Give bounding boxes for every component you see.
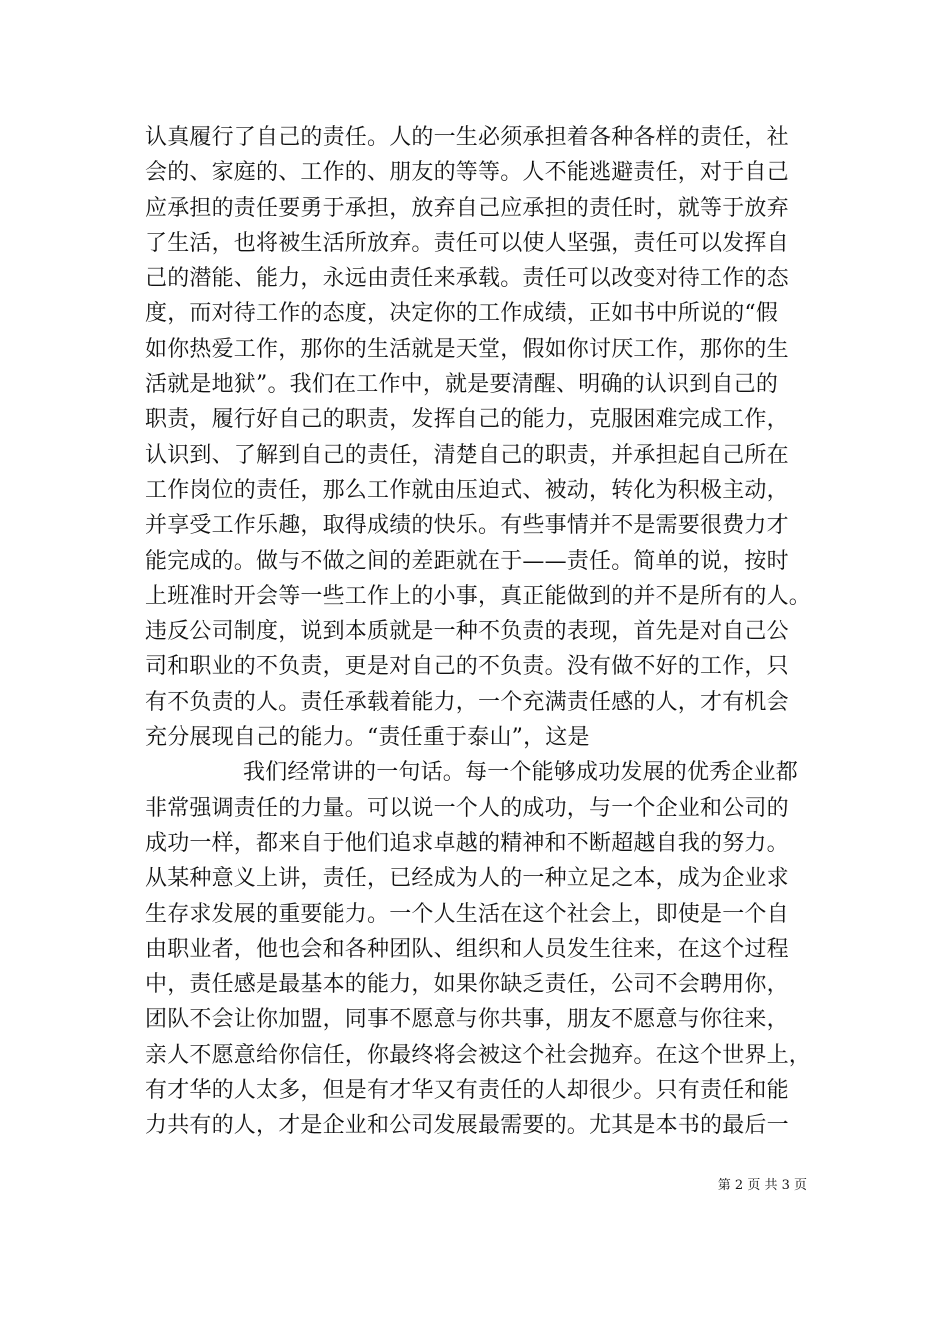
text-line: 会的、家庭的、工作的、朋友的等等。人不能逃避责任，对于自己 xyxy=(145,160,789,186)
text-line: 团队不会让你加盟，同事不愿意与你共事，朋友不愿意与你往来， xyxy=(145,1007,789,1033)
text-line: 由职业者，他也会和各种团队、组织和人员发生往来，在这个过程 xyxy=(145,936,789,962)
text-line: 应承担的责任要勇于承担，放弃自己应承担的责任时，就等于放弃 xyxy=(145,195,789,221)
text-line: 司和职业的不负责，更是对自己的不负责。没有做不好的工作，只 xyxy=(145,654,789,680)
text-line: 亲人不愿意给你信任，你最终将会被这个社会抛弃。在这个世界上， xyxy=(145,1042,812,1068)
text-line: 力共有的人，才是企业和公司发展最需要的。尤其是本书的最后一 xyxy=(145,1113,789,1139)
text-line: 并享受工作乐趣，取得成绩的快乐。有些事情并不是需要很费力才 xyxy=(145,513,789,539)
text-line: 有不负责的人。责任承载着能力，一个充满责任感的人，才有机会 xyxy=(145,689,789,715)
text-line: 违反公司制度，说到本质就是一种不负责的表现，首先是对自己公 xyxy=(145,619,789,645)
text-line: 了生活，也将被生活所放弃。责任可以使人坚强，责任可以发挥自 xyxy=(145,230,789,256)
text-line: 非常强调责任的力量。可以说一个人的成功，与一个企业和公司的 xyxy=(145,795,789,821)
text-line: 认真履行了自己的责任。人的一生必须承担着各种各样的责任，社 xyxy=(145,125,789,150)
text-line: 充分展现自己的能力。“责任重于泰山”，这是 xyxy=(145,725,590,751)
text-line: 如你热爱工作，那你的生活就是天堂，假如你讨厌工作，那你的生 xyxy=(145,336,789,362)
body-text xyxy=(145,120,825,1144)
page-footer: 第 2 页 共 3 页 xyxy=(717,1178,807,1193)
text-line: 从某种意义上讲，责任，已经成为人的一种立足之本，成为企业求 xyxy=(145,866,789,892)
text-line: 活就是地狱”。我们在工作中，就是要清醒、明确的认识到自己的 xyxy=(145,372,779,398)
text-line: 能完成的。做与不做之间的差距就在于——责任。简单的说，按时 xyxy=(145,548,789,574)
text-line: 职责，履行好自己的职责，发挥自己的能力，克服困难完成工作， xyxy=(145,407,789,433)
text-line: 己的潜能、能力，永远由责任来承载。责任可以改变对待工作的态 xyxy=(145,266,789,292)
text-line: 成功一样，都来自于他们追求卓越的精神和不断超越自我的努力。 xyxy=(145,830,789,856)
text-line-indented: 我们经常讲的一句话。每一个能够成功发展的优秀企业都 xyxy=(243,760,799,786)
text-line: 度，而对待工作的态度，决定你的工作成绩，正如书中所说的“假 xyxy=(145,301,779,327)
text-line: 有才华的人太多，但是有才华又有责任的人却很少。只有责任和能 xyxy=(145,1078,789,1104)
text-line: 上班准时开会等一些工作上的小事，真正能做到的并不是所有的人。 xyxy=(145,583,812,609)
text-line: 工作岗位的责任，那么工作就由压迫式、被动，转化为积极主动， xyxy=(145,477,789,503)
text-line: 中，责任感是最基本的能力，如果你缺乏责任，公司不会聘用你， xyxy=(145,972,789,998)
text-line: 认识到、了解到自己的责任，清楚自己的职责，并承担起自己所在 xyxy=(145,442,789,468)
text-line: 生存求发展的重要能力。一个人生活在这个社会上，即使是一个自 xyxy=(145,901,789,927)
